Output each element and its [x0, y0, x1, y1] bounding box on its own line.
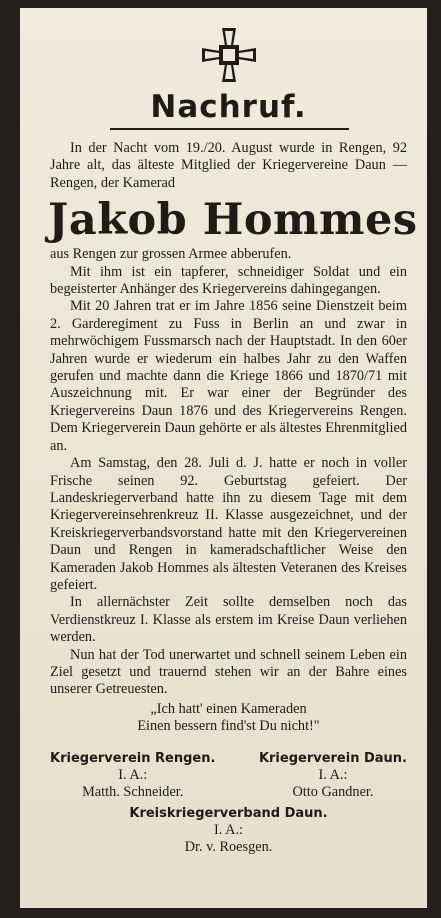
signature-person: Dr. v. Roesgen. [184, 838, 273, 855]
intro-paragraph: In der Nacht vom 19./20. August wurde in Rengen, 92 Jahre alt, das älteste Mitglied der Kriegervereine Daun — Rengen, der Kamerad [50, 140, 407, 191]
signature-right [259, 750, 407, 801]
signature-person: Matth. Schneider. [82, 783, 184, 800]
body-paragraph: In allernächster Zeit sollte demselben noch das Verdienstkreuz I. Klasse als erstem im Kreise Daun verliehen werden. [50, 594, 407, 646]
signature-org: Kriegerverein Rengen. [50, 750, 216, 766]
signature-ia: I. A.: [214, 821, 243, 838]
title-divider [110, 128, 349, 130]
signature-org: Kreiskriegerverband Daun. [129, 805, 328, 821]
body-paragraph: Mit ihm ist ein tapferer, schneidiger Soldat und ein begeisterter Anhänger des Kriegervereins dahingegangen. [50, 263, 407, 298]
signature-center [50, 805, 407, 856]
quote-line: Einen bessern find'st Du nicht!" [137, 718, 320, 735]
signature-person: Otto Gandner. [292, 783, 374, 800]
signature-org: Kriegerverein Daun. [258, 750, 407, 766]
quote-line: „Ich hatt' einen Kameraden [150, 700, 307, 717]
body-paragraph: Nun hat der Tod unerwartet und schnell seinem Leben ein Ziel gesetzt und trauernd stehen wir an der Bahre eines unserer Getreuesten. [50, 646, 407, 698]
signature-ia: I. A.: [118, 766, 148, 783]
page-title: Nachruf. [150, 89, 307, 125]
song-quote [50, 701, 407, 736]
signature-row [50, 750, 407, 801]
body-paragraph: Mit 20 Jahren trat er im Jahre 1856 seine Dienstzeit beim 2. Garderegiment zu Fuss in Berlin an und zwar in mehrwöchigem Fussmarsch nach der Hauptstadt. In den 60er Jahren wurde er wiederum ein halbes Jahr zu den Waffen gerufen und machte dann die Kriege 1866 und 1870/71 mit Auszeichnung mit. Er war einer der Begründer des Kriegervereins Daun 1876 und des Kriegervereins Rengen. Dem Kriegerverein Daun gehörte er als ältestes Ehrenmitglied an. [50, 298, 407, 454]
body-paragraph: Am Samstag, den 28. Juli d. J. hatte er noch in voller Frische seinen 92. Geburtstag gefeiert. Der Landeskriegerverband hatte ihn zu diesem Tage mit dem Kriegervereinsehrenkreuz II. Klasse ausgezeichnet, und der Kreiskriegerverbandsvorstand hatte mit den Kriegervereinen Daun und Rengen in kameradschaftlicher Weise den Kameraden Jakob Hommes als ältesten Veteranen des Kreises gefeiert. [50, 455, 407, 593]
cross-header [50, 26, 407, 84]
iron-cross-icon [200, 26, 258, 84]
deceased-name: Jakob Hommes [48, 195, 418, 246]
after-name-line: aus Rengen zur grossen Armee abberufen. [50, 246, 292, 263]
signature-ia: I. A.: [318, 766, 348, 783]
signature-left [50, 750, 215, 801]
